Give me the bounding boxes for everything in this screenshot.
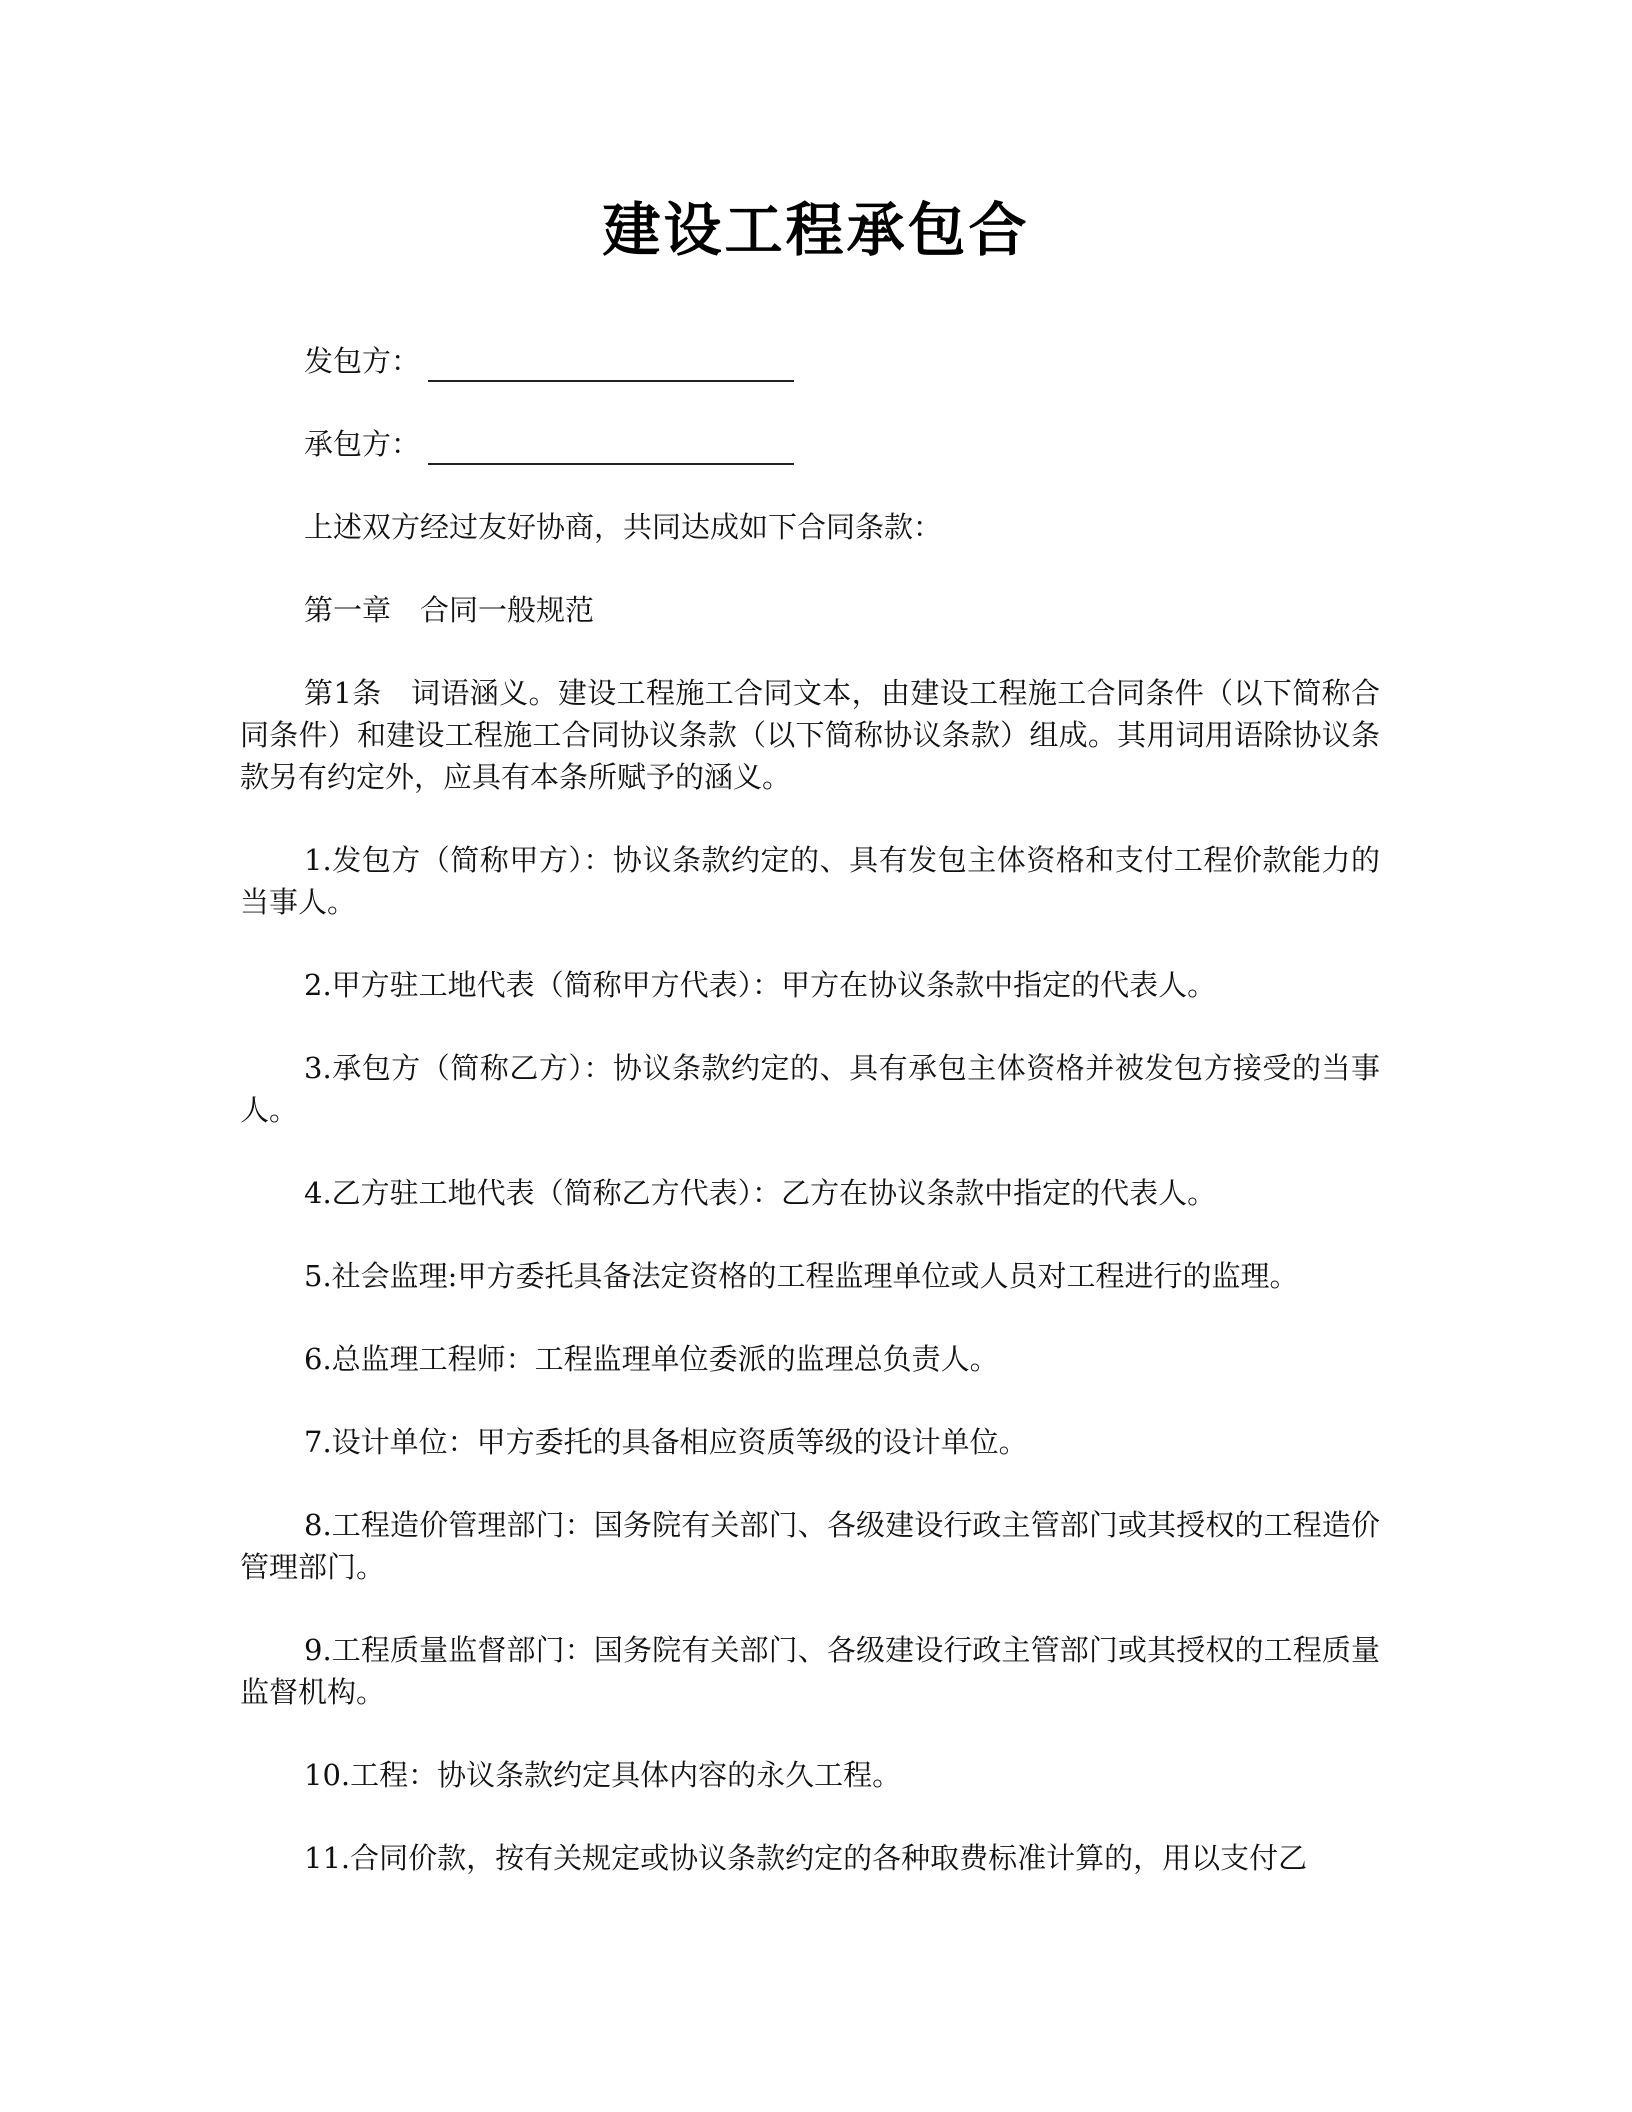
party-b-label: 承包方： [304, 427, 421, 461]
definition-item: 10.工程：协议条款约定具体内容的永久工程。 [304, 1758, 902, 1792]
party-a-blank-field[interactable] [428, 350, 794, 382]
definition-item: 11.合同价款，按有关规定或协议条款约定的各种取费标准计算的，用以支付乙 [304, 1841, 1308, 1875]
intro-paragraph: 上述双方经过友好协商，共同达成如下合同条款： [304, 510, 943, 544]
definition-item: 1.发包方（简称甲方）：协议条款约定的、具有发包主体资格和支付工程价款能力的当事人。 [240, 843, 1380, 919]
definition-item: 8.工程造价管理部门：国务院有关部门、各级建设行政主管部门或其授权的工程造价管理部门。 [240, 1508, 1380, 1584]
chapter-heading: 第一章 合同一般规范 [304, 593, 595, 627]
definition-item: 6.总监理工程师：工程监理单位委派的监理总负责人。 [304, 1342, 999, 1376]
definition-item: 3.承包方（简称乙方）：协议条款约定的、具有承包主体资格并被发包方接受的当事人。 [240, 1051, 1380, 1127]
document-title: 建设工程承包合 [602, 196, 1030, 264]
article-paragraph: 第1条 词语涵义。建设工程施工合同文本，由建设工程施工合同条件（以下简称合同条件）和建设工程施工合同协议条款（以下简称协议条款）组成。其用词用语除协议条款另有约定外，应具有本条所赋予的涵义。 [240, 676, 1380, 794]
definition-item: 9.工程质量监督部门：国务院有关部门、各级建设行政主管部门或其授权的工程质量监督机构。 [240, 1633, 1380, 1709]
definition-item: 2.甲方驻工地代表（简称甲方代表）：甲方在协议条款中指定的代表人。 [304, 968, 1217, 1002]
party-a-row [304, 340, 1380, 382]
party-b-blank-field[interactable] [428, 433, 794, 465]
definition-item: 5.社会监理:甲方委托具备法定资格的工程监理单位或人员对工程进行的监理。 [304, 1259, 1299, 1293]
definition-item: 4.乙方驻工地代表（简称乙方代表）：乙方在协议条款中指定的代表人。 [304, 1176, 1217, 1210]
definition-item: 7.设计单位：甲方委托的具备相应资质等级的设计单位。 [304, 1425, 1028, 1459]
party-b-row [304, 423, 1380, 465]
document-body [240, 340, 1380, 1920]
party-a-label: 发包方： [304, 344, 421, 378]
